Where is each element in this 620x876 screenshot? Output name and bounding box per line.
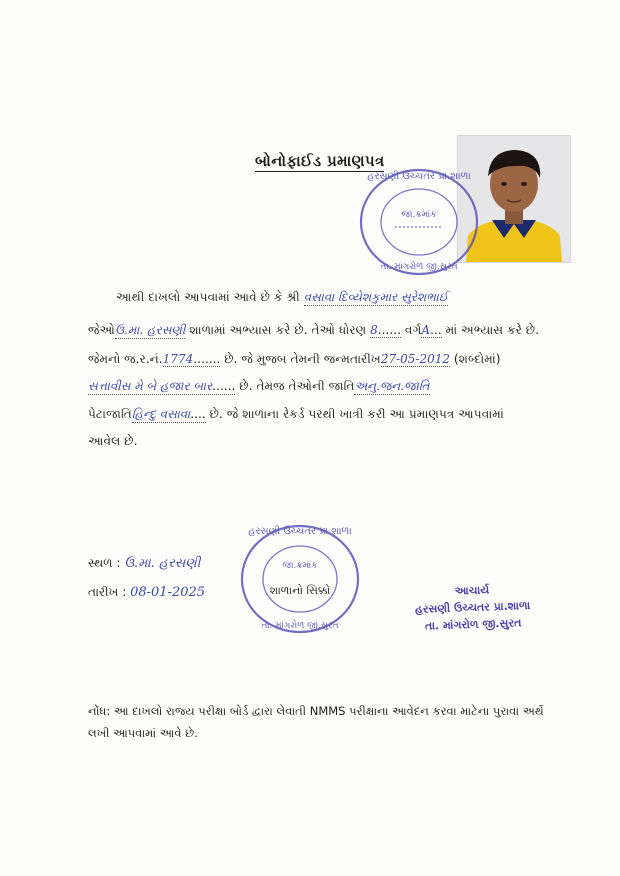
stamp-center-text: જા.ક્રમાંક xyxy=(401,210,437,220)
caste: અનુ.જન.જાતિ xyxy=(354,379,430,393)
dob-words: સત્તાવીસ મે બે હજાર બાર xyxy=(88,379,213,393)
line-6: આવેલ છે. xyxy=(88,434,138,448)
seal-bottom-text: તા. માંગરોળ જી.સુરત xyxy=(261,621,339,631)
date-line: તારીખ : 08-01-2025 xyxy=(88,585,206,600)
seal-label: શાળાનો સિક્કો xyxy=(269,584,331,597)
line-3: જેમનો જ.ર.નં.1774....... છે. જે મુજબ તેમની જન્મતારીખ27-05-2012 (શબ્દોમાં) xyxy=(88,352,501,366)
date-value: 08-01-2025 xyxy=(130,585,206,600)
stamp-bottom-text: તા. માંગરોળ જી.સુરત xyxy=(380,262,458,272)
footnote: નોંધ: આ દાખલો રાજ્ય પરીક્ષા બોર્ડ દ્વારા લેવાતી NMMS પરીક્ષાના આવેદન કરવા માટેના પુરાવા અર્થે લખી આપવામાં આવે છે. xyxy=(88,704,544,740)
gr-number: 1774 xyxy=(162,352,194,366)
division: A xyxy=(421,323,431,337)
school-stamp-top xyxy=(355,165,483,280)
line-4: સત્તાવીસ મે બે હજાર બાર...... છે. તેમજ તેઓની જાતિઅનુ.જન.જાતિ xyxy=(88,379,430,393)
principal-title: આચાર્ય xyxy=(454,583,490,598)
line-2: જેઓઉ.મા. હરસણી શાળામાં અભ્યાસ કરે છે. તેઓ ધોરણ 8...... વર્ગA... માં અભ્યાસ કરે છે. xyxy=(88,323,540,337)
stamp-ring-text: હરસણી ઉચ્ચતર પ્રા.શાળા xyxy=(367,171,471,182)
seal-ring-text: હરસણી ઉચ્ચતર પ્રા.શાળા xyxy=(248,526,352,537)
line-5: પેટાજાતિહિન્દુ વસાવા.... છે. જે શાળાના રેકર્ડ પરથી ખાત્રી કરી આ પ્રમાણપત્ર આપવામાં xyxy=(88,407,504,421)
certificate-title: બોનોફાઈડ પ્રમાણપત્ર xyxy=(255,152,385,170)
principal-signature xyxy=(414,580,531,635)
standard: 8 xyxy=(370,323,378,337)
place-value: ઉ.મા. હરસણી xyxy=(124,556,201,571)
subcaste: હિન્દુ વસાવા xyxy=(131,407,191,421)
school-seal xyxy=(236,520,364,638)
school-name: ઉ.મા. હરસણી xyxy=(115,323,186,337)
student-name: વસાવા દિવ્યેશકુમાર સુરેશભાઈ xyxy=(303,290,449,304)
dob: 27-05-2012 xyxy=(380,352,451,366)
principal-address: તા. માંગરોળ જી.સુરત xyxy=(424,616,522,633)
principal-school: હરસણી ઉચ્ચતર પ્રા.શાળા xyxy=(414,598,531,617)
place-line: સ્થળ : ઉ.મા. હરસણી xyxy=(88,556,201,571)
seal-center-text: જા.ક્રમાંક xyxy=(282,561,318,571)
line-1: આથી દાખલો આપવામાં આવે છે કે શ્રી વસાવા દિવ્યેશકુમાર સુરેશભાઈ xyxy=(116,290,449,304)
